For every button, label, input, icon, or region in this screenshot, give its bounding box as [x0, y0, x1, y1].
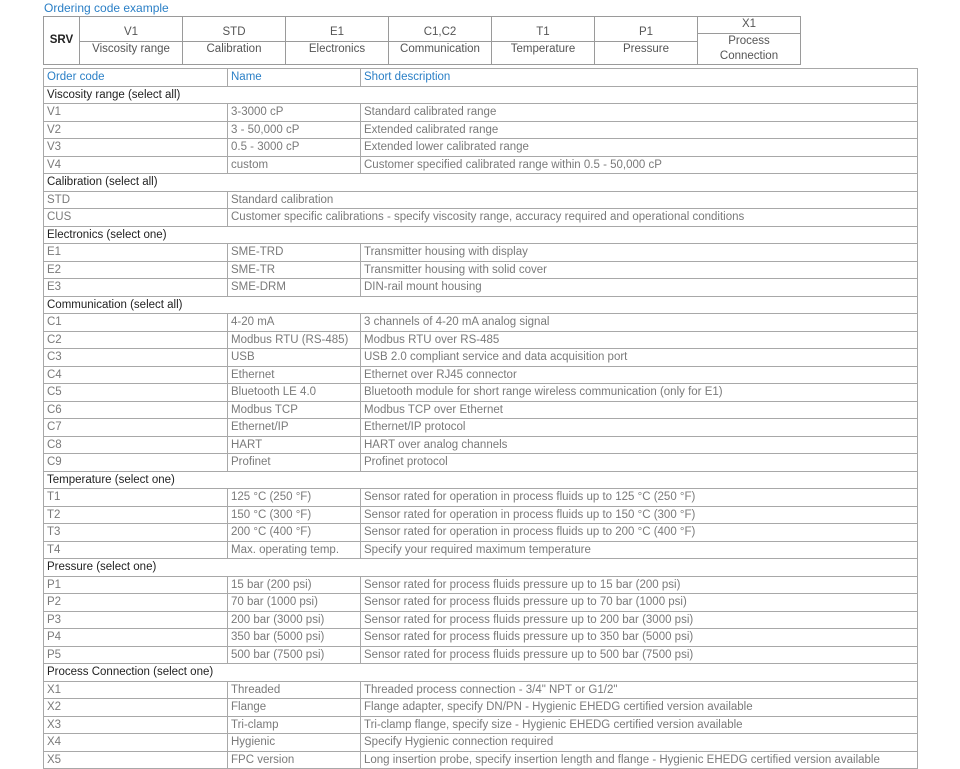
description-cell: Specify Hygienic connection required — [361, 734, 918, 752]
table-header-row — [44, 69, 918, 87]
table-row — [44, 646, 918, 664]
order-code-cell: P2 — [44, 594, 228, 612]
description-cell: Extended calibrated range — [361, 121, 918, 139]
order-code-cell: X2 — [44, 699, 228, 717]
name-cell: 0.5 - 3000 cP — [228, 139, 361, 157]
name-cell: 3-3000 cP — [228, 104, 361, 122]
name-cell: 350 bar (5000 psi) — [228, 629, 361, 647]
order-code-table — [43, 68, 918, 769]
order-code-cell: V2 — [44, 121, 228, 139]
description-cell: Sensor rated for process fluids pressure up to 350 bar (5000 psi) — [361, 629, 918, 647]
order-code-cell: C8 — [44, 436, 228, 454]
order-code-cell: T4 — [44, 541, 228, 559]
table-row — [44, 139, 918, 157]
description-cell: Sensor rated for operation in process fluids up to 125 °C (250 °F) — [361, 489, 918, 507]
description-cell: Transmitter housing with solid cover — [361, 261, 918, 279]
name-cell: custom — [228, 156, 361, 174]
name-cell: FPC version — [228, 751, 361, 769]
description-cell: Standard calibrated range — [361, 104, 918, 122]
table-row — [44, 454, 918, 472]
table-header-cell: Order code — [44, 69, 228, 87]
name-cell: Threaded — [228, 681, 361, 699]
description-cell: Transmitter housing with display — [361, 244, 918, 262]
description-cell: Sensor rated for process fluids pressure up to 70 bar (1000 psi) — [361, 594, 918, 612]
order-code-cell: E2 — [44, 261, 228, 279]
table-row — [44, 209, 918, 227]
name-cell: SME-TRD — [228, 244, 361, 262]
table-row — [44, 629, 918, 647]
table-row — [44, 681, 918, 699]
table-row — [44, 734, 918, 752]
group-header-row — [44, 296, 918, 314]
description-cell: Ethernet over RJ45 connector — [361, 366, 918, 384]
group-header-row — [44, 664, 918, 682]
name-cell: HART — [228, 436, 361, 454]
name-cell: Customer specific calibrations - specify viscosity range, accuracy required and operational conditions — [228, 209, 918, 227]
example-col-process-connection: X1 Process Connection — [698, 17, 801, 65]
order-code-cell: C7 — [44, 419, 228, 437]
ordering-code-example-table — [43, 16, 801, 65]
name-cell: Profinet — [228, 454, 361, 472]
table-row — [44, 261, 918, 279]
table-row — [44, 191, 918, 209]
name-cell: 125 °C (250 °F) — [228, 489, 361, 507]
table-header-cell: Short description — [361, 69, 918, 87]
order-code-cell: E1 — [44, 244, 228, 262]
table-row — [44, 716, 918, 734]
order-code-cell: P5 — [44, 646, 228, 664]
order-code-cell: C5 — [44, 384, 228, 402]
name-cell: Flange — [228, 699, 361, 717]
table-row — [44, 156, 918, 174]
name-cell: Modbus TCP — [228, 401, 361, 419]
table-row — [44, 699, 918, 717]
group-title: Process Connection (select one) — [44, 664, 918, 682]
description-cell: Modbus RTU over RS-485 — [361, 331, 918, 349]
table-row — [44, 594, 918, 612]
group-title: Temperature (select one) — [44, 471, 918, 489]
table-row — [44, 489, 918, 507]
group-title: Viscosity range (select all) — [44, 86, 918, 104]
order-code-cell: T2 — [44, 506, 228, 524]
order-code-cell: C2 — [44, 331, 228, 349]
description-cell: HART over analog channels — [361, 436, 918, 454]
description-cell: Sensor rated for process fluids pressure up to 15 bar (200 psi) — [361, 576, 918, 594]
name-cell: 3 - 50,000 cP — [228, 121, 361, 139]
table-row — [44, 121, 918, 139]
description-cell: Ethernet/IP protocol — [361, 419, 918, 437]
order-code-cell: CUS — [44, 209, 228, 227]
description-cell: Bluetooth module for short range wireless communication (only for E1) — [361, 384, 918, 402]
description-cell: Sensor rated for operation in process fluids up to 200 °C (400 °F) — [361, 524, 918, 542]
name-cell: Ethernet — [228, 366, 361, 384]
group-header-row — [44, 559, 918, 577]
name-cell: Tri-clamp — [228, 716, 361, 734]
description-cell: Threaded process connection - 3/4" NPT or G1/2" — [361, 681, 918, 699]
order-code-cell: P3 — [44, 611, 228, 629]
example-col-viscosity: V1 Viscosity range — [80, 17, 183, 65]
group-title: Pressure (select one) — [44, 559, 918, 577]
order-code-cell: STD — [44, 191, 228, 209]
description-cell: 3 channels of 4-20 mA analog signal — [361, 314, 918, 332]
description-cell: DIN-rail mount housing — [361, 279, 918, 297]
name-cell: 150 °C (300 °F) — [228, 506, 361, 524]
order-code-cell: X1 — [44, 681, 228, 699]
description-cell: Sensor rated for process fluids pressure up to 500 bar (7500 psi) — [361, 646, 918, 664]
description-cell: Specify your required maximum temperature — [361, 541, 918, 559]
group-header-row — [44, 86, 918, 104]
description-cell: Modbus TCP over Ethernet — [361, 401, 918, 419]
order-code-cell: T1 — [44, 489, 228, 507]
name-cell: 200 bar (3000 psi) — [228, 611, 361, 629]
example-col-communication: C1,C2 Communication — [389, 17, 492, 65]
name-cell: SME-DRM — [228, 279, 361, 297]
name-cell: Bluetooth LE 4.0 — [228, 384, 361, 402]
name-cell: 4-20 mA — [228, 314, 361, 332]
order-code-cell: C3 — [44, 349, 228, 367]
table-row — [44, 436, 918, 454]
group-title: Calibration (select all) — [44, 174, 918, 192]
description-cell: Tri-clamp flange, specify size - Hygienic EHEDG certified version available — [361, 716, 918, 734]
example-col-pressure: P1 Pressure — [595, 17, 698, 65]
table-row — [44, 541, 918, 559]
table-row — [44, 244, 918, 262]
name-cell: 200 °C (400 °F) — [228, 524, 361, 542]
description-cell: Flange adapter, specify DN/PN - Hygienic EHEDG certified version available — [361, 699, 918, 717]
table-row — [44, 331, 918, 349]
order-code-cell: V4 — [44, 156, 228, 174]
name-cell: Standard calibration — [228, 191, 918, 209]
order-code-cell: C9 — [44, 454, 228, 472]
group-title: Communication (select all) — [44, 296, 918, 314]
table-row — [44, 384, 918, 402]
table-row — [44, 611, 918, 629]
order-code-cell: X5 — [44, 751, 228, 769]
table-row — [44, 104, 918, 122]
order-code-cell: X3 — [44, 716, 228, 734]
table-row — [44, 349, 918, 367]
description-cell: Profinet protocol — [361, 454, 918, 472]
name-cell: Max. operating temp. — [228, 541, 361, 559]
order-code-cell: P1 — [44, 576, 228, 594]
description-cell: Long insertion probe, specify insertion length and flange - Hygienic EHEDG certified version available — [361, 751, 918, 769]
description-cell: Customer specified calibrated range within 0.5 - 50,000 cP — [361, 156, 918, 174]
order-code-cell: X4 — [44, 734, 228, 752]
order-code-cell: V3 — [44, 139, 228, 157]
table-row — [44, 419, 918, 437]
order-code-cell: C1 — [44, 314, 228, 332]
name-cell: Modbus RTU (RS-485) — [228, 331, 361, 349]
example-col-electronics: E1 Electronics — [286, 17, 389, 65]
name-cell: Ethernet/IP — [228, 419, 361, 437]
name-cell: SME-TR — [228, 261, 361, 279]
order-code-cell: C4 — [44, 366, 228, 384]
description-cell: Sensor rated for operation in process fluids up to 150 °C (300 °F) — [361, 506, 918, 524]
table-header-cell: Name — [228, 69, 361, 87]
order-code-cell: T3 — [44, 524, 228, 542]
table-row — [44, 279, 918, 297]
table-row — [44, 366, 918, 384]
group-header-row — [44, 174, 918, 192]
table-row — [44, 576, 918, 594]
order-code-cell: P4 — [44, 629, 228, 647]
order-code-cell: E3 — [44, 279, 228, 297]
description-cell: Extended lower calibrated range — [361, 139, 918, 157]
table-row — [44, 401, 918, 419]
description-cell: USB 2.0 compliant service and data acquisition port — [361, 349, 918, 367]
order-code-cell: V1 — [44, 104, 228, 122]
name-cell: Hygienic — [228, 734, 361, 752]
name-cell: 500 bar (7500 psi) — [228, 646, 361, 664]
name-cell: 70 bar (1000 psi) — [228, 594, 361, 612]
name-cell: USB — [228, 349, 361, 367]
table-row — [44, 314, 918, 332]
table-row — [44, 524, 918, 542]
order-code-cell: C6 — [44, 401, 228, 419]
group-header-row — [44, 226, 918, 244]
example-col-temperature: T1 Temperature — [492, 17, 595, 65]
example-prefix: SRV — [44, 17, 80, 65]
description-cell: Sensor rated for process fluids pressure up to 200 bar (3000 psi) — [361, 611, 918, 629]
name-cell: 15 bar (200 psi) — [228, 576, 361, 594]
ordering-code-caption: Ordering code example — [44, 1, 169, 15]
table-row — [44, 506, 918, 524]
example-col-calibration: STD Calibration — [183, 17, 286, 65]
group-title: Electronics (select one) — [44, 226, 918, 244]
group-header-row — [44, 471, 918, 489]
